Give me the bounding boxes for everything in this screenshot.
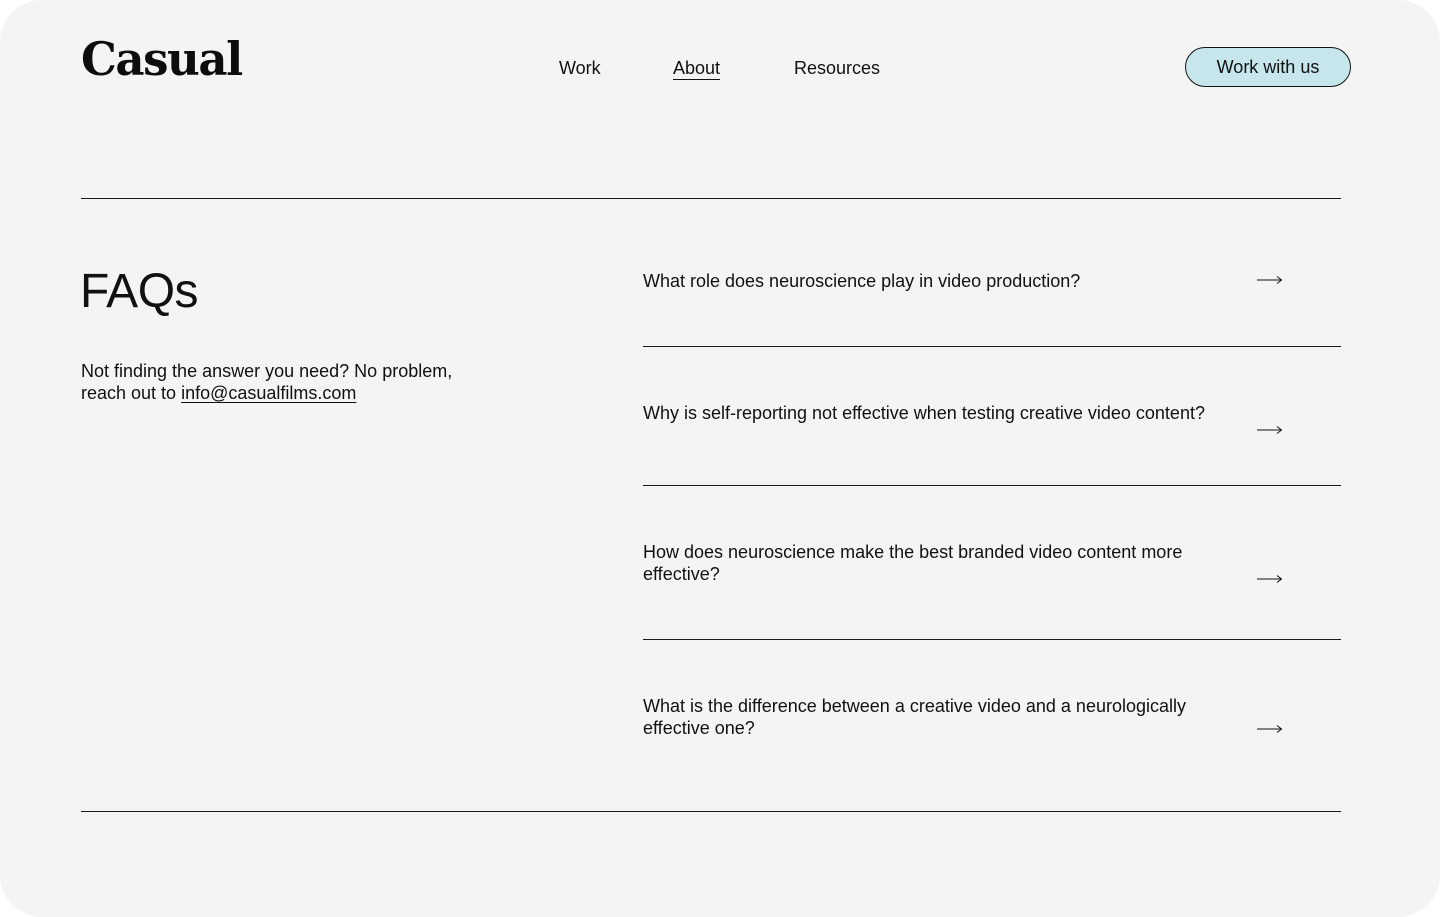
long-right-arrow-icon: [1257, 724, 1283, 734]
faq-item-2[interactable]: [643, 402, 1341, 486]
faq-question: Why is self-reporting not effective when testing creative video content?: [643, 403, 1205, 423]
long-right-arrow-icon: [1257, 574, 1283, 584]
nav-item-about[interactable]: About: [673, 58, 721, 78]
brand-logo[interactable]: Casual: [81, 32, 242, 86]
faq-intro: [81, 360, 501, 404]
faq-divider: [643, 485, 1341, 486]
work-with-us-button[interactable]: Work with us: [1185, 47, 1351, 87]
faq-divider: [643, 639, 1341, 640]
long-right-arrow-icon: [1257, 425, 1283, 435]
section-divider-bottom: [81, 811, 1341, 812]
faq-question: How does neuroscience make the best branded video content more effective?: [643, 542, 1183, 584]
nav-item-resources[interactable]: Resources: [794, 58, 881, 78]
long-right-arrow-icon: [1257, 275, 1283, 285]
section-divider-top: [81, 198, 1341, 199]
faq-item-4[interactable]: [643, 695, 1341, 755]
faq-item-1[interactable]: [643, 270, 1341, 347]
faq-question: What is the difference between a creative video and a neurologically effective one?: [643, 696, 1186, 738]
nav-item-work[interactable]: Work: [559, 58, 601, 78]
faq-divider: [643, 346, 1341, 347]
faq-question: What role does neuroscience play in video production?: [643, 271, 1081, 291]
faq-title: FAQs: [80, 265, 199, 318]
faq-item-3[interactable]: [643, 541, 1341, 640]
faq-intro-text: Not finding the answer you need? No problem, reach out to: [81, 361, 453, 403]
contact-email-link[interactable]: info@casualfilms.com: [181, 383, 357, 403]
